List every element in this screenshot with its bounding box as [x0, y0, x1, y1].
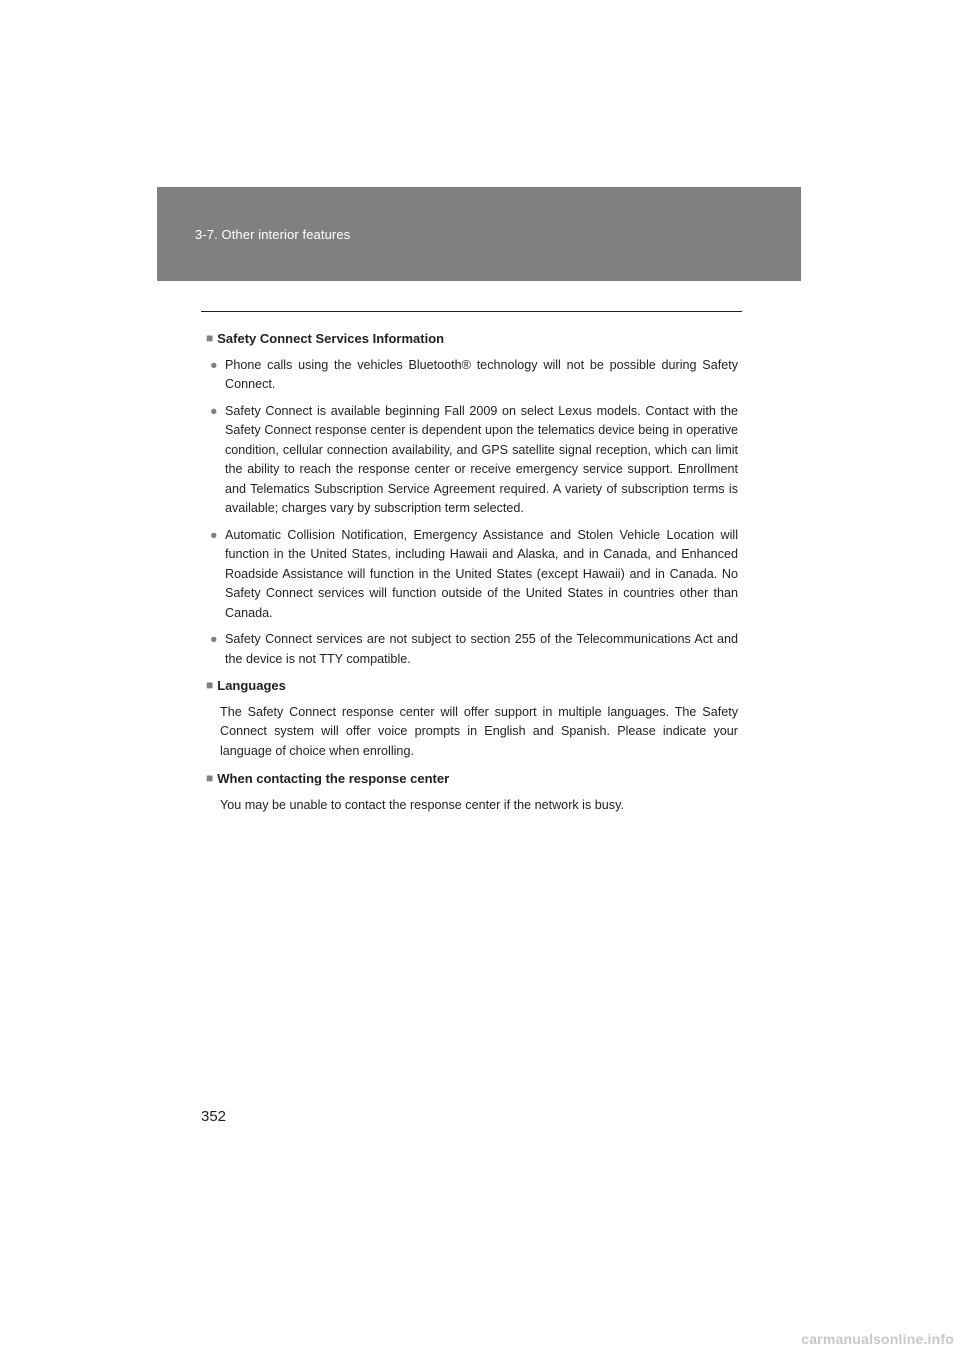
bullet-icon: ●: [210, 632, 218, 646]
bullet-icon: ●: [210, 357, 218, 372]
section-title: Safety Connect Services Information: [217, 331, 445, 346]
bullet-icon: ●: [210, 527, 218, 542]
page-number: 352: [201, 1108, 227, 1125]
section-label: 3-7. Other interior features: [195, 227, 351, 242]
list-item-text: Phone calls using the vehicles Bluetooth® technology will not be possible during Safety Connect.: [225, 357, 738, 391]
section-title: Languages: [217, 678, 286, 693]
list-item-text: Automatic Collision Notification, Emergency Assistance and Stolen Vehicle Location will function in the United States, including Hawaii and Alaska, and in Canada, and Enhanced Roadside Assistance will function in the United States (except Hawaii) and in Canada. No Safety Connect services will function outside of the United States in countries other than Canada.: [225, 527, 738, 620]
list-item: [210, 402, 738, 519]
list-item-text: Safety Connect services are not subject to section 255 of the Telecommunications Act and the device is not TTY compatible.: [225, 632, 738, 666]
section-heading: [206, 329, 738, 349]
section-heading: [206, 676, 738, 696]
list-item-text: Safety Connect is available beginning Fall 2009 on select Lexus models. Contact with the Safety Connect response center is dependent upon the telematics device being in operative condition, cellular connection availability, and GPS satellite signal reception, which can limit the ability to reach the response center or receive emergency service support. Enrollment and Telematics Subscription Service Agreement required. A variety of subscription terms is available; charges vary by subscription term selected.: [225, 403, 738, 515]
square-marker-icon: ■: [206, 771, 214, 785]
section-title: When contacting the response center: [217, 771, 450, 786]
bullet-list: [206, 356, 738, 670]
square-marker-icon: ■: [206, 331, 214, 345]
list-item: [210, 526, 738, 624]
section-header-band: [157, 187, 801, 281]
bullet-icon: ●: [210, 403, 218, 418]
page-content: [206, 329, 738, 823]
watermark: carmanualsonline.info: [801, 1331, 954, 1347]
section-heading: [206, 769, 738, 789]
square-marker-icon: ■: [206, 678, 214, 692]
list-item: [210, 630, 738, 669]
list-item: [210, 356, 738, 395]
section-paragraph: You may be unable to contact the response center if the network is busy.: [220, 797, 624, 812]
header-divider: [201, 311, 742, 312]
section-paragraph: The Safety Connect response center will offer support in multiple languages. The Safety Connect system will offer voice prompts in English and Spanish. Please indicate your language of choice when enrolling.: [220, 704, 738, 758]
